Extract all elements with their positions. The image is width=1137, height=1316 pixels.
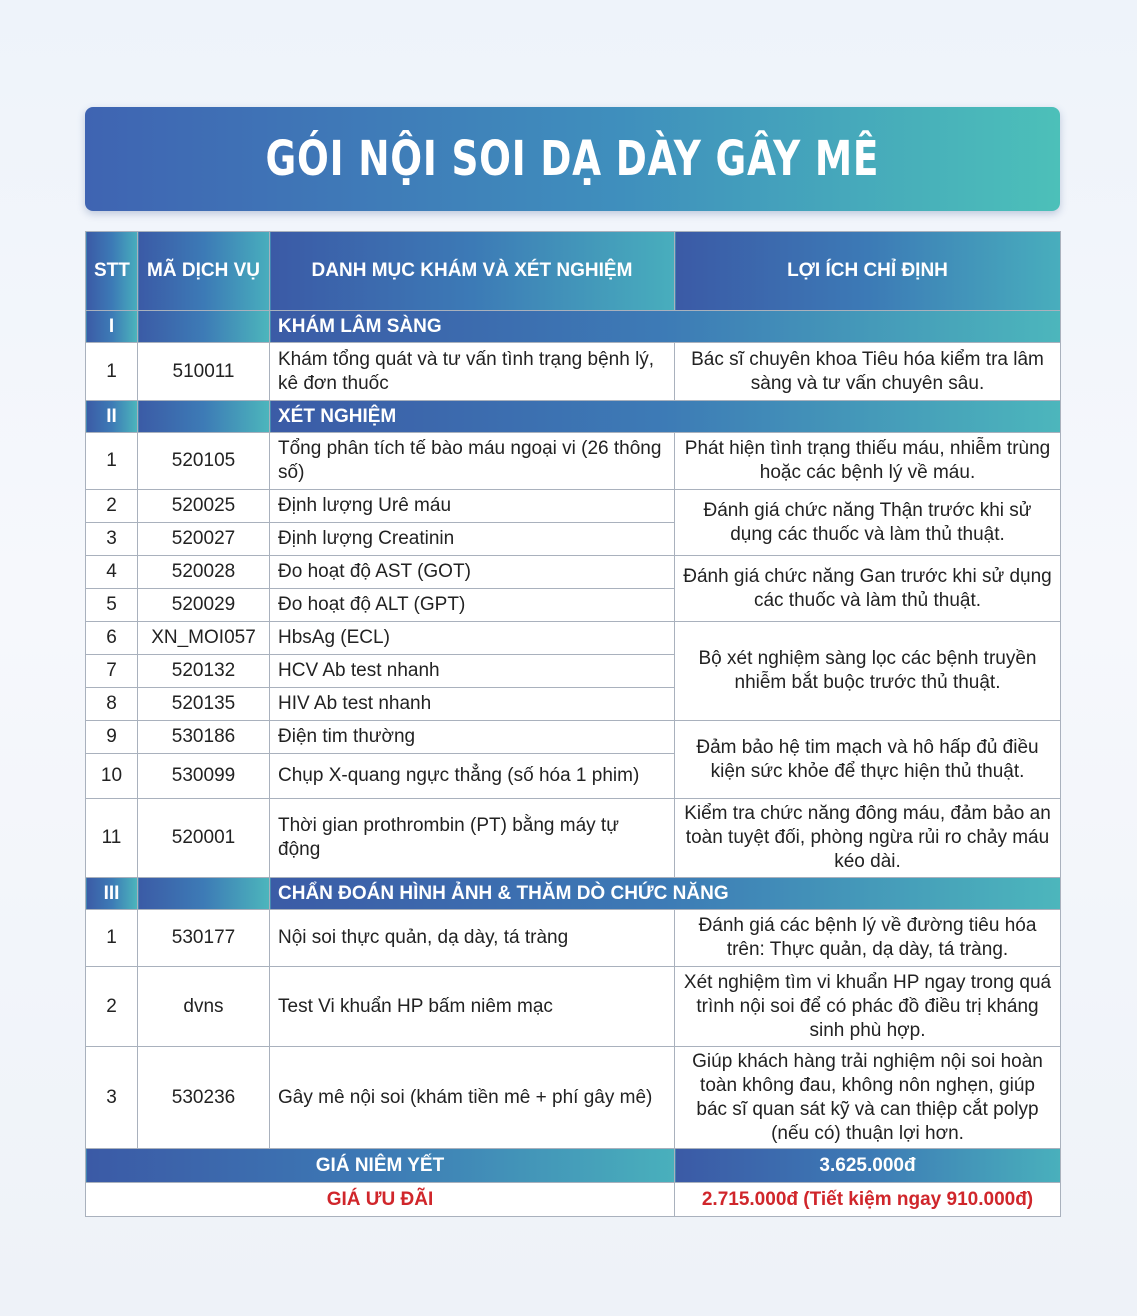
row-stt: 3 <box>86 1047 138 1149</box>
row-benefit: Phát hiện tình trạng thiếu máu, nhiễm trùng hoặc các bệnh lý về máu. <box>675 433 1061 490</box>
row-code: 520135 <box>138 688 270 721</box>
promo-price-label: GIÁ ƯU ĐÃI <box>86 1183 675 1217</box>
row-stt: 1 <box>86 433 138 490</box>
listed-price-row <box>86 1149 1061 1183</box>
row-benefit: Kiểm tra chức năng đông máu, đảm bảo an toàn tuyệt đối, phòng ngừa rủi ro chảy máu kéo dài. <box>675 799 1061 878</box>
row-benefit: Giúp khách hàng trải nghiệm nội soi hoàn toàn không đau, không nôn nghẹn, giúp bác sĩ quan sát kỹ và can thiệp cắt polyp (nếu có) thuận lợi hơn. <box>675 1047 1061 1149</box>
section-number: III <box>86 878 138 910</box>
row-stt: 2 <box>86 490 138 523</box>
row-stt: 11 <box>86 799 138 878</box>
row-code: 530186 <box>138 721 270 754</box>
section-row <box>86 401 1061 433</box>
row-item: Điện tim thường <box>270 721 675 754</box>
listed-price-label: GIÁ NIÊM YẾT <box>86 1149 675 1183</box>
row-code: 520001 <box>138 799 270 878</box>
table-row <box>86 490 1061 523</box>
row-item: Định lượng Urê máu <box>270 490 675 523</box>
table-row <box>86 799 1061 878</box>
row-code: 530236 <box>138 1047 270 1149</box>
row-stt: 1 <box>86 343 138 401</box>
row-stt: 3 <box>86 523 138 556</box>
header-item: DANH MỤC KHÁM VÀ XÉT NGHIỆM <box>270 232 675 311</box>
section-number: II <box>86 401 138 433</box>
section-spacer <box>138 878 270 910</box>
header-stt: STT <box>86 232 138 311</box>
row-item: Tổng phân tích tế bào máu ngoại vi (26 thông số) <box>270 433 675 490</box>
row-benefit: Bộ xét nghiệm sàng lọc các bệnh truyền nhiễm bắt buộc trước thủ thuật. <box>675 622 1061 721</box>
row-item: HbsAg (ECL) <box>270 622 675 655</box>
row-stt: 4 <box>86 556 138 589</box>
row-item: Thời gian prothrombin (PT) bằng máy tự động <box>270 799 675 878</box>
row-stt: 9 <box>86 721 138 754</box>
table-row <box>86 967 1061 1047</box>
section-spacer <box>138 311 270 343</box>
table-row <box>86 910 1061 967</box>
row-stt: 5 <box>86 589 138 622</box>
row-benefit: Xét nghiệm tìm vi khuẩn HP ngay trong quá trình nội soi để có phác đồ điều trị kháng sinh phù hợp. <box>675 967 1061 1047</box>
section-title: XÉT NGHIỆM <box>270 401 1061 433</box>
section-title: CHẨN ĐOÁN HÌNH ẢNH & THĂM DÒ CHỨC NĂNG <box>270 878 1061 910</box>
row-stt: 2 <box>86 967 138 1047</box>
row-code: 510011 <box>138 343 270 401</box>
table-row <box>86 556 1061 589</box>
header-benefit: LỢI ÍCH CHỈ ĐỊNH <box>675 232 1061 311</box>
row-item: Đo hoạt độ ALT (GPT) <box>270 589 675 622</box>
row-code: 520028 <box>138 556 270 589</box>
row-code: 530099 <box>138 754 270 799</box>
section-row <box>86 878 1061 910</box>
promo-price-row <box>86 1183 1061 1217</box>
row-item: Test Vi khuẩn HP bấm niêm mạc <box>270 967 675 1047</box>
row-code: 520027 <box>138 523 270 556</box>
row-item: Đo hoạt độ AST (GOT) <box>270 556 675 589</box>
row-item: HIV Ab test nhanh <box>270 688 675 721</box>
table-row <box>86 721 1061 754</box>
table-row <box>86 622 1061 655</box>
row-stt: 1 <box>86 910 138 967</box>
row-code: 520105 <box>138 433 270 490</box>
promo-price-value: 2.715.000đ (Tiết kiệm ngay 910.000đ) <box>675 1183 1061 1217</box>
row-code: XN_MOI057 <box>138 622 270 655</box>
page-title: GÓI NỘI SOI DẠ DÀY GÂY MÊ <box>265 131 880 187</box>
row-benefit: Đánh giá chức năng Thận trước khi sử dụng các thuốc và làm thủ thuật. <box>675 490 1061 556</box>
row-stt: 6 <box>86 622 138 655</box>
section-spacer <box>138 401 270 433</box>
row-item: Gây mê nội soi (khám tiền mê + phí gây mê) <box>270 1047 675 1149</box>
row-item: HCV Ab test nhanh <box>270 655 675 688</box>
section-title: KHÁM LÂM SÀNG <box>270 311 1061 343</box>
row-item: Định lượng Creatinin <box>270 523 675 556</box>
row-stt: 8 <box>86 688 138 721</box>
row-code: 520132 <box>138 655 270 688</box>
row-item: Nội soi thực quản, dạ dày, tá tràng <box>270 910 675 967</box>
table-row <box>86 1047 1061 1149</box>
row-benefit: Đánh giá chức năng Gan trước khi sử dụng các thuốc và làm thủ thuật. <box>675 556 1061 622</box>
service-table <box>85 231 1061 1217</box>
section-number: I <box>86 311 138 343</box>
row-stt: 10 <box>86 754 138 799</box>
table-row <box>86 343 1061 401</box>
row-benefit: Bác sĩ chuyên khoa Tiêu hóa kiểm tra lâm sàng và tư vấn chuyên sâu. <box>675 343 1061 401</box>
table-row <box>86 433 1061 490</box>
table-header-row <box>86 232 1061 311</box>
row-code: 520029 <box>138 589 270 622</box>
row-item: Chụp X-quang ngực thẳng (số hóa 1 phim) <box>270 754 675 799</box>
row-code: dvns <box>138 967 270 1047</box>
row-stt: 7 <box>86 655 138 688</box>
section-row <box>86 311 1061 343</box>
title-banner <box>85 107 1060 211</box>
row-benefit: Đảm bảo hệ tim mạch và hô hấp đủ điều kiện sức khỏe để thực hiện thủ thuật. <box>675 721 1061 799</box>
row-benefit: Đánh giá các bệnh lý về đường tiêu hóa trên: Thực quản, dạ dày, tá tràng. <box>675 910 1061 967</box>
row-code: 530177 <box>138 910 270 967</box>
row-item: Khám tổng quát và tư vấn tình trạng bệnh lý, kê đơn thuốc <box>270 343 675 401</box>
listed-price-value: 3.625.000đ <box>675 1149 1061 1183</box>
header-code: MÃ DỊCH VỤ <box>138 232 270 311</box>
row-code: 520025 <box>138 490 270 523</box>
